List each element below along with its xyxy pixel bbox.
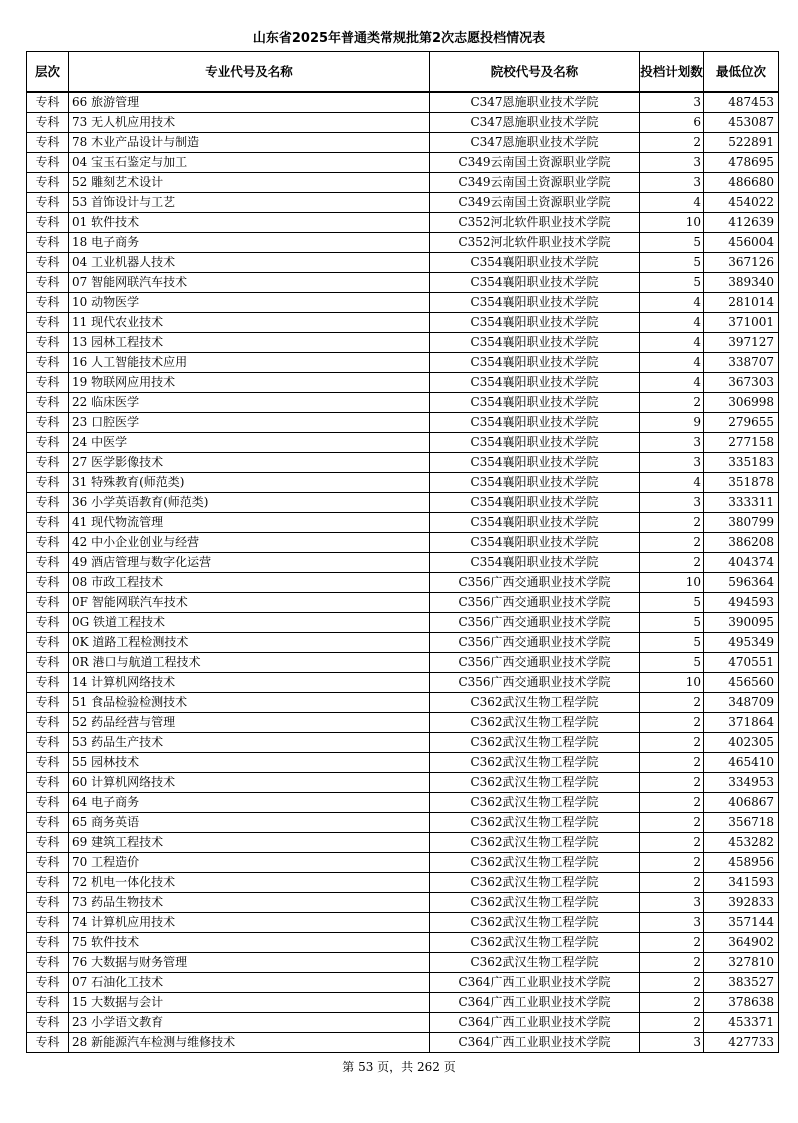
cell-school: C356广西交通职业技术学院: [430, 633, 640, 653]
cell-plan-count: 5: [640, 593, 704, 613]
cell-plan-count: 2: [640, 693, 704, 713]
cell-min-rank: 397127: [704, 333, 779, 353]
cell-min-rank: 453282: [704, 833, 779, 853]
cell-level: 专科: [27, 673, 69, 693]
cell-min-rank: 454022: [704, 193, 779, 213]
cell-plan-count: 10: [640, 573, 704, 593]
cell-major: 13 园林工程技术: [69, 333, 430, 353]
cell-major: 53 首饰设计与工艺: [69, 193, 430, 213]
cell-major: 0K 道路工程检测技术: [69, 633, 430, 653]
table-row: [27, 413, 779, 433]
cell-plan-count: 5: [640, 273, 704, 293]
cell-school: C362武汉生物工程学院: [430, 833, 640, 853]
cell-level: 专科: [27, 193, 69, 213]
table-row: [27, 593, 779, 613]
cell-school: C354襄阳职业技术学院: [430, 473, 640, 493]
cell-plan-count: 3: [640, 893, 704, 913]
cell-major: 19 物联网应用技术: [69, 373, 430, 393]
cell-major: 28 新能源汽车检测与维修技术: [69, 1033, 430, 1053]
cell-plan-count: 3: [640, 433, 704, 453]
cell-plan-count: 2: [640, 793, 704, 813]
cell-min-rank: 364902: [704, 933, 779, 953]
cell-level: 专科: [27, 753, 69, 773]
table-row: [27, 633, 779, 653]
cell-level: 专科: [27, 1013, 69, 1033]
table-row: [27, 673, 779, 693]
cell-major: 75 软件技术: [69, 933, 430, 953]
cell-major: 27 医学影像技术: [69, 453, 430, 473]
cell-major: 42 中小企业创业与经营: [69, 533, 430, 553]
cell-major: 60 计算机网络技术: [69, 773, 430, 793]
cell-min-rank: 357144: [704, 913, 779, 933]
cell-min-rank: 453371: [704, 1013, 779, 1033]
table-row: [27, 773, 779, 793]
cell-min-rank: 458956: [704, 853, 779, 873]
cell-school: C354襄阳职业技术学院: [430, 313, 640, 333]
cell-plan-count: 5: [640, 633, 704, 653]
cell-level: 专科: [27, 913, 69, 933]
cell-level: 专科: [27, 633, 69, 653]
cell-level: 专科: [27, 253, 69, 273]
cell-min-rank: 386208: [704, 533, 779, 553]
cell-level: 专科: [27, 833, 69, 853]
cell-major: 10 动物医学: [69, 293, 430, 313]
cell-min-rank: 367303: [704, 373, 779, 393]
cell-major: 15 大数据与会计: [69, 993, 430, 1013]
cell-major: 0R 港口与航道工程技术: [69, 653, 430, 673]
cell-min-rank: 402305: [704, 733, 779, 753]
cell-min-rank: 380799: [704, 513, 779, 533]
page-title: 山东省2025年普通类常规批第2次志愿投档情况表: [252, 31, 546, 46]
cell-school: C347恩施职业技术学院: [430, 133, 640, 153]
cell-level: 专科: [27, 893, 69, 913]
cell-plan-count: 4: [640, 473, 704, 493]
cell-min-rank: 335183: [704, 453, 779, 473]
table-row: [27, 153, 779, 173]
cell-school: C356广西交通职业技术学院: [430, 593, 640, 613]
cell-major: 72 机电一体化技术: [69, 873, 430, 893]
table-row: [27, 893, 779, 913]
cell-plan-count: 3: [640, 1033, 704, 1053]
cell-major: 04 工业机器人技术: [69, 253, 430, 273]
cell-min-rank: 367126: [704, 253, 779, 273]
cell-plan-count: 2: [640, 753, 704, 773]
cell-min-rank: 341593: [704, 873, 779, 893]
table-row: [27, 573, 779, 593]
cell-major: 0F 智能网联汽车技术: [69, 593, 430, 613]
table-row: [27, 553, 779, 573]
cell-level: 专科: [27, 873, 69, 893]
table-row: [27, 993, 779, 1013]
cell-school: C354襄阳职业技术学院: [430, 433, 640, 453]
cell-major: 65 商务英语: [69, 813, 430, 833]
cell-school: C362武汉生物工程学院: [430, 793, 640, 813]
cell-level: 专科: [27, 233, 69, 253]
cell-min-rank: 456004: [704, 233, 779, 253]
cell-major: 73 无人机应用技术: [69, 113, 430, 133]
cell-min-rank: 494593: [704, 593, 779, 613]
cell-school: C364广西工业职业技术学院: [430, 1013, 640, 1033]
cell-major: 64 电子商务: [69, 793, 430, 813]
cell-min-rank: 333311: [704, 493, 779, 513]
cell-level: 专科: [27, 273, 69, 293]
cell-school: C362武汉生物工程学院: [430, 873, 640, 893]
header-plan-count-label: 投档计划数: [640, 64, 703, 79]
cell-major: 23 小学语文教育: [69, 1013, 430, 1033]
cell-school: C364广西工业职业技术学院: [430, 1033, 640, 1053]
cell-min-rank: 371864: [704, 713, 779, 733]
cell-major: 73 药品生物技术: [69, 893, 430, 913]
cell-level: 专科: [27, 473, 69, 493]
table-row: [27, 353, 779, 373]
cell-plan-count: 2: [640, 733, 704, 753]
cell-level: 专科: [27, 733, 69, 753]
cell-level: 专科: [27, 413, 69, 433]
cell-major: 51 食品检验检测技术: [69, 693, 430, 713]
cell-min-rank: 371001: [704, 313, 779, 333]
cell-level: 专科: [27, 1033, 69, 1053]
cell-school: C352河北软件职业技术学院: [430, 213, 640, 233]
table-row: [27, 373, 779, 393]
cell-school: C362武汉生物工程学院: [430, 953, 640, 973]
cell-plan-count: 4: [640, 353, 704, 373]
cell-level: 专科: [27, 553, 69, 573]
cell-plan-count: 2: [640, 853, 704, 873]
cell-plan-count: 2: [640, 813, 704, 833]
cell-level: 专科: [27, 493, 69, 513]
cell-major: 66 旅游管理: [69, 92, 430, 113]
cell-school: C354襄阳职业技术学院: [430, 353, 640, 373]
cell-major: 23 口腔医学: [69, 413, 430, 433]
cell-school: C362武汉生物工程学院: [430, 893, 640, 913]
cell-min-rank: 279655: [704, 413, 779, 433]
cell-plan-count: 2: [640, 133, 704, 153]
table-row: [27, 613, 779, 633]
cell-level: 专科: [27, 613, 69, 633]
table-row: [27, 873, 779, 893]
cell-plan-count: 2: [640, 553, 704, 573]
table-row: [27, 833, 779, 853]
cell-school: C364广西工业职业技术学院: [430, 993, 640, 1013]
table-row: [27, 793, 779, 813]
cell-plan-count: 2: [640, 1013, 704, 1033]
cell-min-rank: 487453: [704, 92, 779, 113]
table-row: [27, 293, 779, 313]
table-row: [27, 533, 779, 553]
cell-plan-count: 2: [640, 873, 704, 893]
cell-level: 专科: [27, 293, 69, 313]
cell-level: 专科: [27, 933, 69, 953]
cell-school: C354襄阳职业技术学院: [430, 373, 640, 393]
cell-school: C362武汉生物工程学院: [430, 733, 640, 753]
cell-plan-count: 4: [640, 373, 704, 393]
cell-major: 31 特殊教育(师范类): [69, 473, 430, 493]
table-row: [27, 1033, 779, 1053]
table-row: [27, 133, 779, 153]
cell-major: 49 酒店管理与数字化运营: [69, 553, 430, 573]
cell-min-rank: 406867: [704, 793, 779, 813]
cell-min-rank: 378638: [704, 993, 779, 1013]
cell-major: 22 临床医学: [69, 393, 430, 413]
cell-school: C364广西工业职业技术学院: [430, 973, 640, 993]
table-row: [27, 393, 779, 413]
cell-school: C362武汉生物工程学院: [430, 913, 640, 933]
table-row: [27, 433, 779, 453]
table-row: [27, 253, 779, 273]
cell-major: 01 软件技术: [69, 213, 430, 233]
cell-school: C354襄阳职业技术学院: [430, 453, 640, 473]
cell-school: C347恩施职业技术学院: [430, 113, 640, 133]
cell-min-rank: 465410: [704, 753, 779, 773]
cell-school: C362武汉生物工程学院: [430, 713, 640, 733]
cell-major: 11 现代农业技术: [69, 313, 430, 333]
cell-school: C362武汉生物工程学院: [430, 853, 640, 873]
cell-plan-count: 2: [640, 513, 704, 533]
table-row: [27, 753, 779, 773]
cell-level: 专科: [27, 393, 69, 413]
table-row: [27, 92, 779, 113]
cell-plan-count: 4: [640, 333, 704, 353]
table-row: [27, 193, 779, 213]
cell-major: 52 雕刻艺术设计: [69, 173, 430, 193]
cell-plan-count: 3: [640, 453, 704, 473]
header-level: 层次: [27, 52, 69, 93]
cell-school: C349云南国土资源职业学院: [430, 193, 640, 213]
cell-school: C362武汉生物工程学院: [430, 813, 640, 833]
cell-school: C362武汉生物工程学院: [430, 753, 640, 773]
table-row: [27, 273, 779, 293]
cell-school: C362武汉生物工程学院: [430, 933, 640, 953]
cell-school: C356广西交通职业技术学院: [430, 613, 640, 633]
table-row: [27, 233, 779, 253]
cell-min-rank: 495349: [704, 633, 779, 653]
table-row: [27, 313, 779, 333]
table-body: [27, 92, 779, 1053]
table-row: [27, 733, 779, 753]
cell-min-rank: 404374: [704, 553, 779, 573]
cell-level: 专科: [27, 213, 69, 233]
table-row: [27, 173, 779, 193]
cell-level: 专科: [27, 373, 69, 393]
cell-level: 专科: [27, 333, 69, 353]
cell-min-rank: 456560: [704, 673, 779, 693]
cell-school: C354襄阳职业技术学院: [430, 513, 640, 533]
cell-major: 74 计算机应用技术: [69, 913, 430, 933]
cell-plan-count: 2: [640, 533, 704, 553]
table-row: [27, 653, 779, 673]
cell-min-rank: 486680: [704, 173, 779, 193]
cell-min-rank: 327810: [704, 953, 779, 973]
table-row: [27, 713, 779, 733]
table-row: [27, 333, 779, 353]
cell-level: 专科: [27, 573, 69, 593]
cell-school: C354襄阳职业技术学院: [430, 333, 640, 353]
cell-school: C354襄阳职业技术学院: [430, 393, 640, 413]
cell-major: 78 木业产品设计与制造: [69, 133, 430, 153]
cell-plan-count: 2: [640, 773, 704, 793]
cell-school: C354襄阳职业技术学院: [430, 273, 640, 293]
cell-plan-count: 10: [640, 673, 704, 693]
cell-major: 53 药品生产技术: [69, 733, 430, 753]
cell-major: 16 人工智能技术应用: [69, 353, 430, 373]
cell-major: 24 中医学: [69, 433, 430, 453]
cell-level: 专科: [27, 113, 69, 133]
cell-level: 专科: [27, 953, 69, 973]
table-row: [27, 973, 779, 993]
cell-level: 专科: [27, 593, 69, 613]
cell-min-rank: 389340: [704, 273, 779, 293]
cell-major: 14 计算机网络技术: [69, 673, 430, 693]
cell-plan-count: 6: [640, 113, 704, 133]
cell-plan-count: 5: [640, 253, 704, 273]
cell-school: C362武汉生物工程学院: [430, 693, 640, 713]
cell-plan-count: 4: [640, 293, 704, 313]
table-row: [27, 493, 779, 513]
cell-plan-count: 2: [640, 393, 704, 413]
cell-level: 专科: [27, 533, 69, 553]
table-row: [27, 953, 779, 973]
cell-plan-count: 2: [640, 953, 704, 973]
cell-plan-count: 9: [640, 413, 704, 433]
admission-table: [26, 51, 779, 1053]
cell-school: C356广西交通职业技术学院: [430, 673, 640, 693]
cell-level: 专科: [27, 513, 69, 533]
table-row: [27, 213, 779, 233]
cell-plan-count: 5: [640, 233, 704, 253]
cell-plan-count: 3: [640, 153, 704, 173]
cell-major: 55 园林技术: [69, 753, 430, 773]
table-row: [27, 913, 779, 933]
cell-min-rank: 334953: [704, 773, 779, 793]
table-row: [27, 813, 779, 833]
cell-plan-count: 5: [640, 653, 704, 673]
header-school: 院校代号及名称: [430, 52, 640, 93]
cell-school: C347恩施职业技术学院: [430, 92, 640, 113]
table-row: [27, 473, 779, 493]
cell-major: 69 建筑工程技术: [69, 833, 430, 853]
cell-min-rank: 596364: [704, 573, 779, 593]
cell-major: 70 工程造价: [69, 853, 430, 873]
cell-level: 专科: [27, 853, 69, 873]
cell-major: 0G 铁道工程技术: [69, 613, 430, 633]
cell-major: 07 智能网联汽车技术: [69, 273, 430, 293]
cell-level: 专科: [27, 173, 69, 193]
cell-major: 76 大数据与财务管理: [69, 953, 430, 973]
cell-plan-count: 2: [640, 713, 704, 733]
cell-school: C354襄阳职业技术学院: [430, 413, 640, 433]
header-major: 专业代号及名称: [69, 52, 430, 93]
cell-plan-count: 3: [640, 493, 704, 513]
table-row: [27, 933, 779, 953]
cell-plan-count: 4: [640, 313, 704, 333]
cell-school: C354襄阳职业技术学院: [430, 293, 640, 313]
cell-major: 41 现代物流管理: [69, 513, 430, 533]
cell-min-rank: 390095: [704, 613, 779, 633]
cell-min-rank: 427733: [704, 1033, 779, 1053]
cell-plan-count: 3: [640, 173, 704, 193]
cell-plan-count: 3: [640, 92, 704, 113]
cell-plan-count: 2: [640, 973, 704, 993]
cell-level: 专科: [27, 133, 69, 153]
cell-min-rank: 412639: [704, 213, 779, 233]
cell-min-rank: 306998: [704, 393, 779, 413]
table-row: [27, 453, 779, 473]
cell-level: 专科: [27, 153, 69, 173]
table-row: [27, 513, 779, 533]
cell-school: C354襄阳职业技术学院: [430, 533, 640, 553]
cell-level: 专科: [27, 353, 69, 373]
cell-level: 专科: [27, 813, 69, 833]
cell-min-rank: 277158: [704, 433, 779, 453]
cell-level: 专科: [27, 433, 69, 453]
cell-major: 08 市政工程技术: [69, 573, 430, 593]
cell-school: C362武汉生物工程学院: [430, 773, 640, 793]
cell-major: 36 小学英语教育(师范类): [69, 493, 430, 513]
cell-school: C354襄阳职业技术学院: [430, 253, 640, 273]
header-min-rank: 最低位次: [704, 52, 779, 93]
cell-min-rank: 478695: [704, 153, 779, 173]
cell-plan-count: 4: [640, 193, 704, 213]
cell-level: 专科: [27, 693, 69, 713]
page-footer: 第 53 页，共 262 页: [342, 1060, 456, 1074]
cell-plan-count: 2: [640, 993, 704, 1013]
cell-plan-count: 2: [640, 933, 704, 953]
cell-plan-count: 10: [640, 213, 704, 233]
cell-school: C354襄阳职业技术学院: [430, 553, 640, 573]
cell-level: 专科: [27, 92, 69, 113]
cell-plan-count: 3: [640, 913, 704, 933]
table-row: [27, 693, 779, 713]
table-row: [27, 853, 779, 873]
cell-level: 专科: [27, 973, 69, 993]
table-row: [27, 113, 779, 133]
cell-school: C356广西交通职业技术学院: [430, 653, 640, 673]
cell-school: C356广西交通职业技术学院: [430, 573, 640, 593]
cell-min-rank: 281014: [704, 293, 779, 313]
cell-major: 07 石油化工技术: [69, 973, 430, 993]
header-plan-count: [640, 52, 704, 93]
cell-level: 专科: [27, 993, 69, 1013]
cell-level: 专科: [27, 453, 69, 473]
cell-school: C349云南国土资源职业学院: [430, 153, 640, 173]
cell-plan-count: 5: [640, 613, 704, 633]
cell-major: 04 宝玉石鉴定与加工: [69, 153, 430, 173]
cell-level: 专科: [27, 313, 69, 333]
table-header-row: [27, 52, 779, 93]
cell-min-rank: 356718: [704, 813, 779, 833]
cell-plan-count: 2: [640, 833, 704, 853]
cell-school: C349云南国土资源职业学院: [430, 173, 640, 193]
cell-school: C352河北软件职业技术学院: [430, 233, 640, 253]
cell-level: 专科: [27, 793, 69, 813]
cell-school: C354襄阳职业技术学院: [430, 493, 640, 513]
cell-major: 18 电子商务: [69, 233, 430, 253]
table-row: [27, 1013, 779, 1033]
cell-min-rank: 453087: [704, 113, 779, 133]
cell-min-rank: 348709: [704, 693, 779, 713]
cell-min-rank: 351878: [704, 473, 779, 493]
cell-min-rank: 392833: [704, 893, 779, 913]
cell-level: 专科: [27, 653, 69, 673]
cell-level: 专科: [27, 773, 69, 793]
cell-min-rank: 338707: [704, 353, 779, 373]
cell-level: 专科: [27, 713, 69, 733]
cell-min-rank: 470551: [704, 653, 779, 673]
cell-min-rank: 522891: [704, 133, 779, 153]
cell-min-rank: 383527: [704, 973, 779, 993]
cell-major: 52 药品经营与管理: [69, 713, 430, 733]
